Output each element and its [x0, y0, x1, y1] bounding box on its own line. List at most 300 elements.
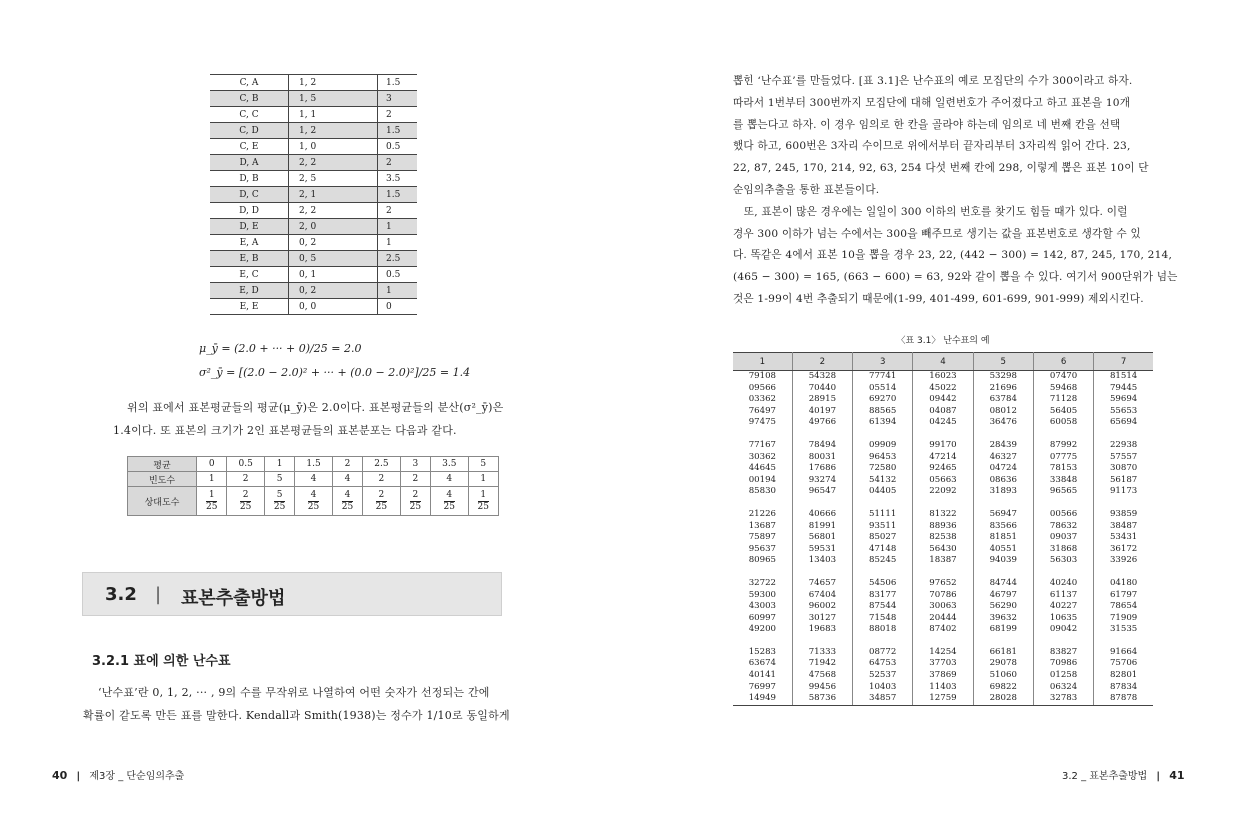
frequency-cell: 2 — [363, 472, 400, 487]
table-row — [733, 452, 1153, 464]
table-cell: 82538 — [913, 532, 973, 544]
table-cell: 75706 — [1109, 658, 1138, 669]
table-cell: 10403 — [853, 682, 913, 694]
table-row — [210, 171, 417, 187]
table-row — [733, 383, 1153, 395]
table-cell: 87834 — [1109, 681, 1138, 692]
table-cell: 82801 — [1109, 670, 1138, 681]
table-cell: 0, 2 — [289, 235, 378, 251]
paragraph-line: 위의 표에서 표본평균들의 평균(μ_ȳ)은 2.0이다. 표본평균들의 분산(σ²_ȳ)은 — [127, 401, 504, 414]
sample-pairs-table — [210, 74, 417, 315]
table-cell: 11403 — [913, 682, 973, 694]
table-cell: 81322 — [913, 509, 973, 521]
column-header: 4 — [913, 353, 973, 371]
table-cell: 55653 — [1109, 405, 1138, 416]
paragraph-line: 했다 하고, 600번은 3자리 수이므로 위에서부터 끝자리부터 3자리씩 읽어 간다. 23, — [733, 140, 1131, 153]
table-cell: 13403 — [792, 555, 852, 567]
table-cell: 2, 1 — [289, 187, 378, 203]
column-header: 2 — [792, 353, 852, 371]
table-cell: 40240 — [1033, 578, 1093, 590]
column-header: 3 — [853, 353, 913, 371]
table-row — [733, 509, 1153, 521]
table-cell: 04087 — [913, 406, 973, 418]
table-row — [210, 251, 417, 267]
table-cell: 93511 — [853, 521, 913, 533]
table-cell: 54328 — [792, 371, 852, 383]
table-row — [733, 521, 1153, 533]
table-cell: 04405 — [853, 486, 913, 498]
table-cell: 56430 — [913, 544, 973, 556]
table-cell: 97475 — [733, 417, 792, 429]
table-cell: 1.5 — [378, 123, 418, 139]
table-cell: 71548 — [853, 613, 913, 625]
table-cell: 47214 — [913, 452, 973, 464]
table-row — [733, 555, 1153, 567]
table-cell: 14949 — [733, 693, 792, 705]
table-cell: 69270 — [853, 394, 913, 406]
table-cell: 13687 — [733, 521, 792, 533]
table-cell: 68199 — [973, 624, 1033, 636]
table-cell: 09909 — [853, 440, 913, 452]
table-row — [210, 299, 417, 315]
table-cell: 96547 — [792, 486, 852, 498]
table-cell: 91664 — [1109, 646, 1138, 657]
table-cell: 96565 — [1033, 486, 1093, 498]
column-header: 7 — [1094, 353, 1153, 371]
relative-frequency-cell: $\frac{4}{25}$ — [332, 487, 362, 516]
table-cell: 05514 — [853, 383, 913, 395]
table-row — [210, 219, 417, 235]
page-number: 41 — [1169, 769, 1185, 782]
paragraph-line: 순임의추출을 통한 표본들이다. — [733, 184, 880, 196]
table-row — [733, 475, 1153, 487]
table-cell: 28439 — [973, 440, 1033, 452]
table-cell: 81991 — [792, 521, 852, 533]
table-cell: 53431 — [1109, 532, 1138, 543]
table-row — [733, 463, 1153, 475]
relative-frequency-cell: $\frac{4}{25}$ — [295, 487, 332, 516]
table-cell: 00194 — [733, 475, 792, 487]
table-cell: 06324 — [1033, 682, 1093, 694]
table-cell: 33926 — [1109, 555, 1138, 566]
table-cell: 75897 — [733, 532, 792, 544]
table-cell: 36476 — [973, 417, 1033, 429]
table-cell: 76497 — [733, 406, 792, 418]
table-cell: 0 — [378, 299, 418, 315]
table-cell: 03362 — [733, 394, 792, 406]
table-cell: 18387 — [913, 555, 973, 567]
table-row — [210, 187, 417, 203]
table-cell: E, E — [210, 299, 289, 315]
table-cell: 0, 2 — [289, 283, 378, 299]
frequency-cell: 2 — [227, 472, 264, 487]
table-row — [210, 107, 417, 123]
table-cell: C, B — [210, 91, 289, 107]
table-cell: 28915 — [792, 394, 852, 406]
table-cell: 99170 — [913, 440, 973, 452]
table-row — [733, 682, 1153, 694]
table-cell: 09566 — [733, 383, 792, 395]
table-cell: 1 — [378, 283, 418, 299]
table-cell: 40551 — [973, 544, 1033, 556]
table-cell: 61137 — [1033, 590, 1093, 602]
table-cell: E, A — [210, 235, 289, 251]
table-row — [733, 406, 1153, 418]
table-cell: 1.5 — [378, 187, 418, 203]
row-label: 평균 — [128, 457, 197, 472]
paragraph-line: 다. 똑같은 4에서 표본 10을 뽑을 경우 23, 22, (442 − 300) = 142, 87, 245, 170, 214, — [733, 249, 1173, 262]
table-cell: 80031 — [792, 452, 852, 464]
table-cell: C, D — [210, 123, 289, 139]
table-cell: E, C — [210, 267, 289, 283]
mean-cell: 2 — [332, 457, 362, 472]
table-cell: 80965 — [733, 555, 792, 567]
table-cell: 88565 — [853, 406, 913, 418]
frequency-cell: 2 — [400, 472, 430, 487]
table-cell: 08012 — [973, 406, 1033, 418]
table-cell: 30063 — [913, 601, 973, 613]
table-cell: 60058 — [1033, 417, 1093, 429]
table-row — [210, 155, 417, 171]
table-cell: C, E — [210, 139, 289, 155]
table-cell: 70440 — [792, 383, 852, 395]
table-cell: 78153 — [1033, 463, 1093, 475]
paragraph-line: 22, 87, 245, 170, 214, 92, 63, 254 다섯 번째 칸에 298, 이렇게 뽑은 표본 10이 단 — [733, 162, 1149, 175]
paragraph-line: (465 − 300) = 165, (663 − 600) = 63, 92와 같이 뽑을 수 있다. 여기서 900단위가 넘는 — [733, 271, 1178, 284]
table-cell: 61394 — [853, 417, 913, 429]
table-cell: 01258 — [1033, 670, 1093, 682]
table-cell: 0, 5 — [289, 251, 378, 267]
table-cell: 37703 — [913, 658, 973, 670]
mean-cell: 1 — [264, 457, 294, 472]
table-row — [733, 613, 1153, 625]
table-cell: 39632 — [973, 613, 1033, 625]
table-cell: 22092 — [913, 486, 973, 498]
table-cell: 59300 — [733, 590, 792, 602]
table-cell: 58736 — [792, 693, 852, 705]
table-row — [733, 693, 1153, 705]
table-cell: 3 — [378, 91, 418, 107]
table-cell: 16023 — [913, 371, 973, 383]
table-cell: 85830 — [733, 486, 792, 498]
table-cell: 31868 — [1033, 544, 1093, 556]
paragraph-line: 따라서 1번부터 300번까지 모집단에 대해 일련번호가 주어졌다고 하고 표본을 10개 — [733, 96, 1131, 109]
table-cell: C, C — [210, 107, 289, 123]
section-separator: | — [155, 584, 162, 605]
table-cell: 20444 — [913, 613, 973, 625]
page-number: 40 — [52, 769, 68, 782]
table-cell: 47148 — [853, 544, 913, 556]
table-cell: 46797 — [973, 590, 1033, 602]
table-cell: 40227 — [1033, 601, 1093, 613]
table-cell: 28028 — [973, 693, 1033, 705]
table-cell: 09037 — [1033, 532, 1093, 544]
table-cell: 79108 — [733, 371, 792, 383]
table-cell: 2, 0 — [289, 219, 378, 235]
table-cell: 79445 — [1109, 382, 1138, 393]
table-cell: 32783 — [1033, 693, 1093, 705]
table-cell: 09442 — [913, 394, 973, 406]
table-cell: 63784 — [973, 394, 1033, 406]
table-cell: 52537 — [853, 670, 913, 682]
table-cell: 70786 — [913, 590, 973, 602]
table-cell: 40141 — [733, 670, 792, 682]
table-cell: 56290 — [973, 601, 1033, 613]
table-cell: E, D — [210, 283, 289, 299]
table-cell: 2 — [378, 203, 418, 219]
table-caption: 〈표 3.1〉 난수표의 예 — [896, 336, 990, 346]
table-cell: 81851 — [973, 532, 1033, 544]
table-cell: 2 — [378, 155, 418, 171]
table-row — [733, 532, 1153, 544]
table-cell: 12759 — [913, 693, 973, 705]
table-cell: 40197 — [792, 406, 852, 418]
table-cell: 21696 — [973, 383, 1033, 395]
table-cell: 59694 — [1109, 394, 1138, 405]
table-cell: 81514 — [1109, 371, 1138, 381]
table-cell: D, E — [210, 219, 289, 235]
mean-cell: 3.5 — [431, 457, 468, 472]
table-cell: 77741 — [853, 371, 913, 383]
paragraph-line: ‘난수표’란 0, 1, 2, ··· , 9의 수를 무작위로 나열하여 어떤 숫자가 선정되는 간에 — [98, 686, 490, 699]
table-cell: 78494 — [792, 440, 852, 452]
table-row — [210, 91, 417, 107]
table-row — [733, 440, 1153, 452]
table-cell: 57557 — [1109, 451, 1138, 462]
section-label: 3.2 _ 표본추출방법 — [1062, 771, 1148, 782]
table-cell: 21226 — [733, 509, 792, 521]
mean-cell: 0.5 — [227, 457, 264, 472]
section-number: 3.2 — [105, 584, 137, 605]
table-cell: 3.5 — [378, 171, 418, 187]
table-cell: 53298 — [973, 371, 1033, 383]
table-row — [733, 601, 1153, 613]
relative-frequency-cell: $\frac{1}{25}$ — [468, 487, 499, 516]
footer-left: 40 | 제3장 _ 단순임의추출 — [52, 769, 185, 782]
table-cell: 09042 — [1033, 624, 1093, 636]
table-row — [733, 647, 1153, 659]
table-row — [733, 544, 1153, 556]
table-cell: 2, 2 — [289, 203, 378, 219]
table-cell: 88018 — [853, 624, 913, 636]
table-row — [733, 590, 1153, 602]
table-cell: 1 — [378, 235, 418, 251]
section-heading-box — [82, 572, 502, 616]
table-cell: 1.5 — [378, 75, 418, 91]
table-cell: 71942 — [792, 658, 852, 670]
table-cell: 71333 — [792, 647, 852, 659]
table-row — [210, 203, 417, 219]
table-cell: 78632 — [1033, 521, 1093, 533]
table-cell: 2 — [378, 107, 418, 123]
relative-frequency-cell: $\frac{2}{25}$ — [363, 487, 400, 516]
table-cell: 87992 — [1033, 440, 1093, 452]
row-label: 빈도수 — [128, 472, 197, 487]
chapter-label: 제3장 _ 단순임의추출 — [89, 771, 185, 782]
table-cell: 76997 — [733, 682, 792, 694]
table-cell: 30127 — [792, 613, 852, 625]
table-cell: 30362 — [733, 452, 792, 464]
table-cell: 04724 — [973, 463, 1033, 475]
relative-frequency-cell: $\frac{2}{25}$ — [400, 487, 430, 516]
table-row — [210, 139, 417, 155]
table-cell: 95637 — [733, 544, 792, 556]
table-cell: 56801 — [792, 532, 852, 544]
table-cell: 66181 — [973, 647, 1033, 659]
table-cell: 72580 — [853, 463, 913, 475]
table-cell: 56947 — [973, 509, 1033, 521]
table-cell: 94039 — [973, 555, 1033, 567]
section-title: 표본추출방법 — [181, 588, 286, 609]
table-row — [733, 486, 1153, 498]
table-cell: 67404 — [792, 590, 852, 602]
column-header: 1 — [733, 353, 792, 371]
row-label: 상대도수 — [128, 487, 197, 516]
table-cell: 19683 — [792, 624, 852, 636]
subsection-title: 3.2.1 표에 의한 난수표 — [92, 654, 231, 669]
table-cell: 99456 — [792, 682, 852, 694]
table-cell: 63674 — [733, 658, 792, 670]
mean-cell: 2.5 — [363, 457, 400, 472]
table-cell: 71128 — [1033, 394, 1093, 406]
mean-cell: 1.5 — [295, 457, 332, 472]
table-cell: 08772 — [853, 647, 913, 659]
table-cell: 97652 — [913, 578, 973, 590]
table-cell: 60997 — [733, 613, 792, 625]
table-cell: 61797 — [1109, 589, 1138, 600]
table-cell: 83827 — [1033, 647, 1093, 659]
paragraph-line: 것은 1-99이 4번 추출되기 때문에(1-99, 401-499, 601-699, 901-999) 제외시킨다. — [733, 293, 1144, 305]
table-cell: 74657 — [792, 578, 852, 590]
table-row — [210, 283, 417, 299]
table-cell: 93274 — [792, 475, 852, 487]
table-cell: 59531 — [792, 544, 852, 556]
table-cell: 77167 — [733, 440, 792, 452]
table-row — [210, 123, 417, 139]
table-cell: 96453 — [853, 452, 913, 464]
table-cell: 40666 — [792, 509, 852, 521]
table-cell: 96002 — [792, 601, 852, 613]
table-cell: 1, 2 — [289, 75, 378, 91]
paragraph-line: 뽑힌 ‘난수표’를 만들었다. [표 3.1]은 난수표의 예로 모집단의 수가 300이라고 하자. — [733, 75, 1133, 87]
table-cell: 07470 — [1033, 371, 1093, 383]
table-cell: 49200 — [733, 624, 792, 636]
table-cell: 2.5 — [378, 251, 418, 267]
frequency-cell: 4 — [431, 472, 468, 487]
table-cell: 85245 — [853, 555, 913, 567]
table-cell: E, B — [210, 251, 289, 267]
table-cell: 70986 — [1033, 658, 1093, 670]
table-cell: C, A — [210, 75, 289, 91]
paragraph-line: 경우 300 이하가 넘는 수에서는 300을 빼주므로 생기는 값을 표본번호로 생각할 수 있 — [733, 227, 1141, 240]
footer-right: 3.2 _ 표본추출방법 | 41 — [1062, 769, 1185, 782]
frequency-cell: 1 — [468, 472, 499, 487]
table-cell: 87544 — [853, 601, 913, 613]
table-cell: 1, 2 — [289, 123, 378, 139]
paragraph-line: 1.4이다. 또 표본의 크기가 2인 표본평균들의 표본분포는 다음과 같다. — [113, 424, 457, 437]
table-cell: 56405 — [1033, 406, 1093, 418]
table-cell: 65694 — [1109, 417, 1138, 428]
frequency-cell: 1 — [197, 472, 227, 487]
relative-frequency-cell: $\frac{2}{25}$ — [227, 487, 264, 516]
sampling-distribution-table — [127, 456, 499, 516]
table-cell: 59468 — [1033, 383, 1093, 395]
table-row — [733, 394, 1153, 406]
table-cell: D, A — [210, 155, 289, 171]
table-cell: 2, 2 — [289, 155, 378, 171]
frequency-cell: 4 — [332, 472, 362, 487]
table-cell: 31893 — [973, 486, 1033, 498]
table-cell: 1 — [378, 219, 418, 235]
table-cell: 15283 — [733, 647, 792, 659]
table-cell: 34857 — [853, 693, 913, 705]
variance-formula: σ²_ȳ = [(2.0 − 2.0)² + ··· + (0.0 − 2.0)²]/25 = 1.4 — [199, 366, 471, 379]
relative-frequency-cell: $\frac{1}{25}$ — [197, 487, 227, 516]
table-cell: 37869 — [913, 670, 973, 682]
table-cell: 1, 0 — [289, 139, 378, 155]
paragraph-line: 를 뽑는다고 하자. 이 경우 임의로 한 칸을 골라야 하는데 임의로 네 번째 칸을 선택 — [733, 118, 1121, 131]
table-row — [210, 235, 417, 251]
table-cell: 00566 — [1033, 509, 1093, 521]
table-row — [733, 417, 1153, 429]
table-cell: 47568 — [792, 670, 852, 682]
table-row — [210, 267, 417, 283]
table-cell: 05663 — [913, 475, 973, 487]
table-cell: 56303 — [1033, 555, 1093, 567]
table-cell: 71909 — [1109, 612, 1138, 623]
table-cell: 10635 — [1033, 613, 1093, 625]
table-row — [733, 624, 1153, 636]
table-cell: 84744 — [973, 578, 1033, 590]
table-cell: 22938 — [1109, 439, 1138, 450]
table-cell: 56187 — [1109, 474, 1138, 485]
table-cell: 64753 — [853, 658, 913, 670]
table-cell: 85027 — [853, 532, 913, 544]
table-cell: 33848 — [1033, 475, 1093, 487]
table-cell: 49766 — [792, 417, 852, 429]
table-cell: 29078 — [973, 658, 1033, 670]
table-cell: 04245 — [913, 417, 973, 429]
frequency-cell: 4 — [295, 472, 332, 487]
table-row — [733, 578, 1153, 590]
mean-cell: 5 — [468, 457, 499, 472]
random-number-table — [733, 352, 1153, 706]
frequency-cell: 5 — [264, 472, 294, 487]
table-cell: 93859 — [1109, 508, 1138, 519]
table-cell: 0, 1 — [289, 267, 378, 283]
table-cell: 88936 — [913, 521, 973, 533]
table-cell: 36172 — [1109, 543, 1138, 554]
table-cell: 08636 — [973, 475, 1033, 487]
relative-frequency-cell: $\frac{4}{25}$ — [431, 487, 468, 516]
table-cell: 38487 — [1109, 520, 1138, 531]
table-cell: 0.5 — [378, 139, 418, 155]
table-cell: 78654 — [1109, 601, 1138, 612]
table-cell: 43003 — [733, 601, 792, 613]
table-cell: 83566 — [973, 521, 1033, 533]
table-cell: D, D — [210, 203, 289, 219]
table-cell: 0, 0 — [289, 299, 378, 315]
table-cell: 83177 — [853, 590, 913, 602]
table-cell: 51060 — [973, 670, 1033, 682]
table-cell: D, B — [210, 171, 289, 187]
table-cell: 87402 — [913, 624, 973, 636]
column-header: 6 — [1033, 353, 1093, 371]
paragraph-line: 또, 표본이 많은 경우에는 일일이 300 이하의 번호를 찾기도 힘들 때가 있다. 이럴 — [733, 205, 1128, 218]
table-cell: 45022 — [913, 383, 973, 395]
table-cell: 31535 — [1109, 624, 1138, 635]
table-cell: D, C — [210, 187, 289, 203]
